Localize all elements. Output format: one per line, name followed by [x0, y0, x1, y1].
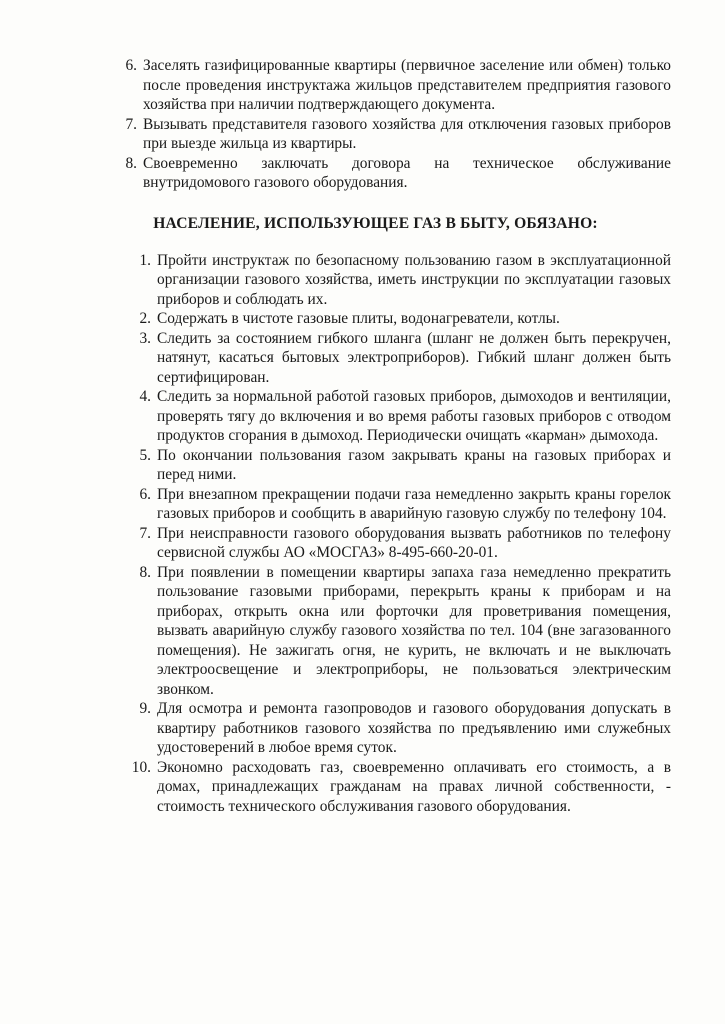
list-item — [128, 387, 671, 446]
item-number: 8. — [125, 154, 137, 172]
list-item — [117, 154, 671, 193]
item-text: Следить за состоянием гибкого шланга (шланг не должен быть перекручен, натянут, касаться бытовых электроприборов). Гибкий шланг должен быть сертифицирован. — [157, 329, 671, 386]
item-text: Вызывать представителя газового хозяйства для отключения газовых приборов при выезде жильца из квартиры. — [143, 115, 671, 152]
item-text: При неисправности газового оборудования вызвать работников по телефону сервисной службы АО «МОСГАЗ» 8-495-660-20-01. — [157, 524, 671, 561]
item-number: 10. — [131, 758, 151, 776]
population-obligations-list — [0, 251, 671, 817]
item-number: 4. — [139, 388, 151, 405]
list-item — [117, 115, 671, 154]
item-number: 3. — [139, 329, 151, 347]
item-number: 2. — [139, 310, 151, 327]
list-item — [128, 524, 671, 563]
item-text: По окончании пользования газом закрывать краны на газовых приборах и перед ними. — [157, 446, 671, 483]
item-number: 8. — [139, 563, 151, 581]
list-item — [117, 56, 671, 115]
item-text: Для осмотра и ремонта газопроводов и газового оборудования допускать в квартиру работников газового хозяйства по предъявлению ими служебных удостоверений в любое время суток. — [157, 700, 671, 756]
item-text: При внезапном прекращении подачи газа немедленно закрыть краны горелок газовых приборов и сообщить в аварийную газовую службу по телефону 104. — [157, 485, 671, 522]
item-text: Пройти инструктаж по безопасному пользованию газом в эксплуатационной организации газового хозяйства, иметь инструкции по эксплуатации газовых приборов и соблюдать их. — [157, 251, 671, 308]
item-number: 7. — [125, 115, 137, 133]
item-number: 6. — [139, 485, 151, 503]
section-heading: НАСЕЛЕНИЕ, ИСПОЛЬЗУЮЩЕЕ ГАЗ В БЫТУ, ОБЯЗАНО: — [153, 214, 598, 232]
list-item — [128, 758, 671, 817]
item-text: Заселять газифицированные квартиры (первичное заселение или обмен) только после проведения инструктажа жильцов представителем предприятия газового хозяйства при наличии подтверждающего документа. — [143, 57, 671, 113]
item-text: При появлении в помещении квартиры запаха газа немедленно прекратить пользование газовыми приборами, перекрыть краны к приборам и на приборах, открыть окна или форточки для проветривания помещения, вызвать аварийную службу газового хозяйства по тел. 104 (вне загазованного помещения). Не зажигать огня, не курить, не включать и не выключать электроосвещение и электроприборы, не пользоваться электрическим звонком. — [157, 563, 671, 698]
item-text: Своевременно заключать договора на техническое обслуживание внутридомового газового оборудования. — [143, 154, 671, 191]
list-item — [128, 329, 671, 388]
item-number: 6. — [125, 57, 137, 74]
obligations-list-continued — [0, 56, 671, 193]
item-number: 1. — [139, 251, 151, 269]
list-item — [128, 309, 671, 329]
item-text: Следить за нормальной работой газовых приборов, дымоходов и вентиляции, проверять тягу до включения и во время работы газовых приборов с отводом продуктов сгорания в дымоход. Периодически очищать «карман» дымохода. — [157, 388, 671, 444]
item-number: 5. — [139, 446, 151, 464]
item-number: 7. — [139, 524, 151, 542]
list-item — [128, 485, 671, 524]
item-number: 9. — [139, 700, 151, 717]
list-item — [128, 446, 671, 485]
list-item — [128, 699, 671, 758]
item-text: Экономно расходовать газ, своевременно оплачивать его стоимость, а в домах, принадлежащих гражданам на правах личной собственности, - стоимость технического обслуживания газового оборудования. — [157, 758, 671, 815]
list-item — [128, 563, 671, 700]
list-item — [128, 251, 671, 310]
item-text: Содержать в чистоте газовые плиты, водонагреватели, котлы. — [157, 310, 560, 327]
